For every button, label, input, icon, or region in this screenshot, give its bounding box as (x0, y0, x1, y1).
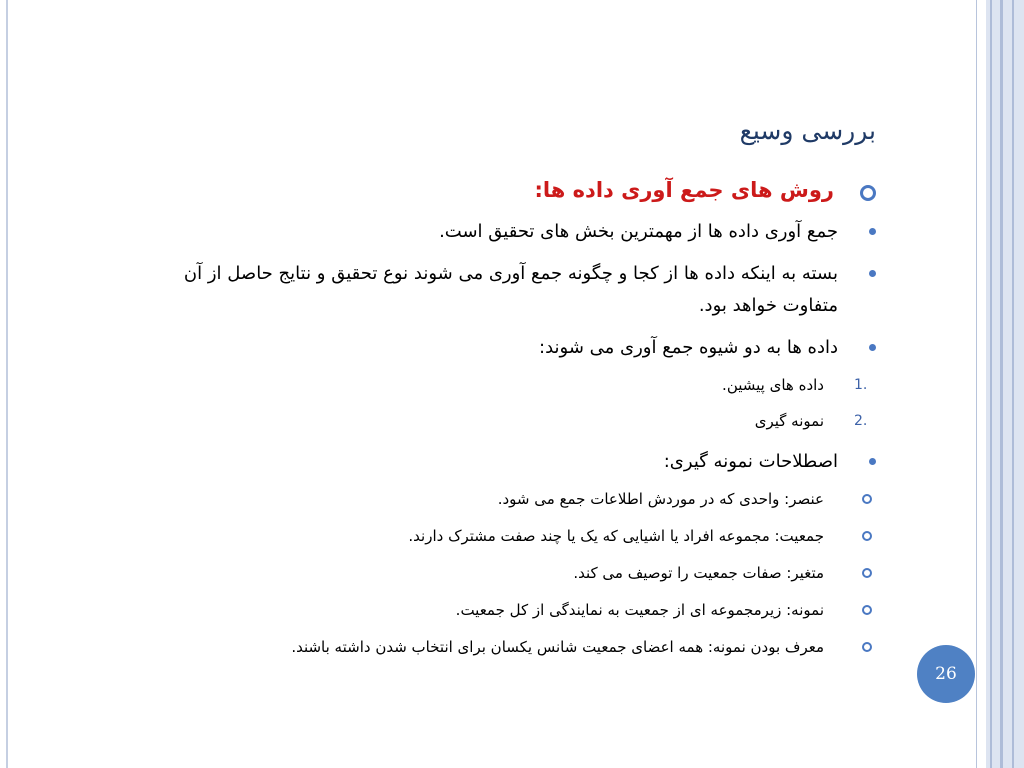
bullet-item (136, 258, 876, 322)
right-stripe-2 (1000, 0, 1003, 768)
ring-bullet-icon (862, 605, 872, 615)
section-heading (136, 178, 876, 202)
bullet-text: جمع آوری داده ها از مهمترین بخش های تحقیق است. (439, 221, 838, 242)
bullet-item (136, 446, 876, 478)
term-item (136, 562, 876, 584)
dot-bullet-icon (869, 270, 876, 277)
term-text: متغیر: صفات جمعیت را توصیف می کند. (573, 564, 824, 582)
numbered-item (136, 374, 876, 396)
list-number: 1. (854, 377, 868, 393)
bullet-item (136, 332, 876, 364)
numbered-text: داده های پیشین. (722, 376, 824, 394)
bullet-text: داده ها به دو شیوه جمع آوری می شوند: (539, 337, 838, 358)
numbered-text: نمونه گیری (754, 412, 824, 430)
dot-bullet-icon (869, 228, 876, 235)
slide-title: بررسی وسیع (739, 116, 876, 145)
section-heading-text: روش های جمع آوری داده ها: (534, 178, 834, 202)
term-item (136, 488, 876, 510)
term-item (136, 636, 876, 658)
ring-bullet-icon (862, 494, 872, 504)
bullet-text: اصطلاحات نمونه گیری: (663, 451, 838, 472)
ring-bullet-icon (862, 642, 872, 652)
term-text: معرف بودن نمونه: همه اعضای جمعیت شانس یکسان برای انتخاب شدن داشته باشند. (291, 638, 824, 656)
page-number-badge: 26 (917, 645, 975, 703)
right-stripe-3 (1012, 0, 1014, 768)
right-stripe-1 (990, 0, 992, 768)
term-item (136, 525, 876, 547)
numbered-item (136, 410, 876, 432)
term-item (136, 599, 876, 621)
ring-bullet-icon (862, 568, 872, 578)
right-border-line (976, 0, 977, 768)
bullet-text: بسته به اینکه داده ها از کجا و چگونه جمع آوری می شوند نوع تحقیق و نتایج حاصل از آن متفاوت خواهد بود. (183, 263, 838, 316)
dot-bullet-icon (869, 344, 876, 351)
slide-content (136, 178, 876, 673)
list-number: 2. (854, 413, 868, 429)
term-text: نمونه: زیرمجموعه ای از جمعیت به نمایندگی از کل جمعیت. (455, 601, 824, 619)
ring-bullet-icon (860, 185, 876, 201)
bullet-item (136, 216, 876, 248)
left-border-line (6, 0, 8, 768)
term-text: جمعیت: مجموعه افراد یا اشیایی که یک یا چند صفت مشترک دارند. (408, 527, 824, 545)
term-text: عنصر: واحدی که در موردش اطلاعات جمع می شود. (497, 490, 824, 508)
ring-bullet-icon (862, 531, 872, 541)
dot-bullet-icon (869, 458, 876, 465)
